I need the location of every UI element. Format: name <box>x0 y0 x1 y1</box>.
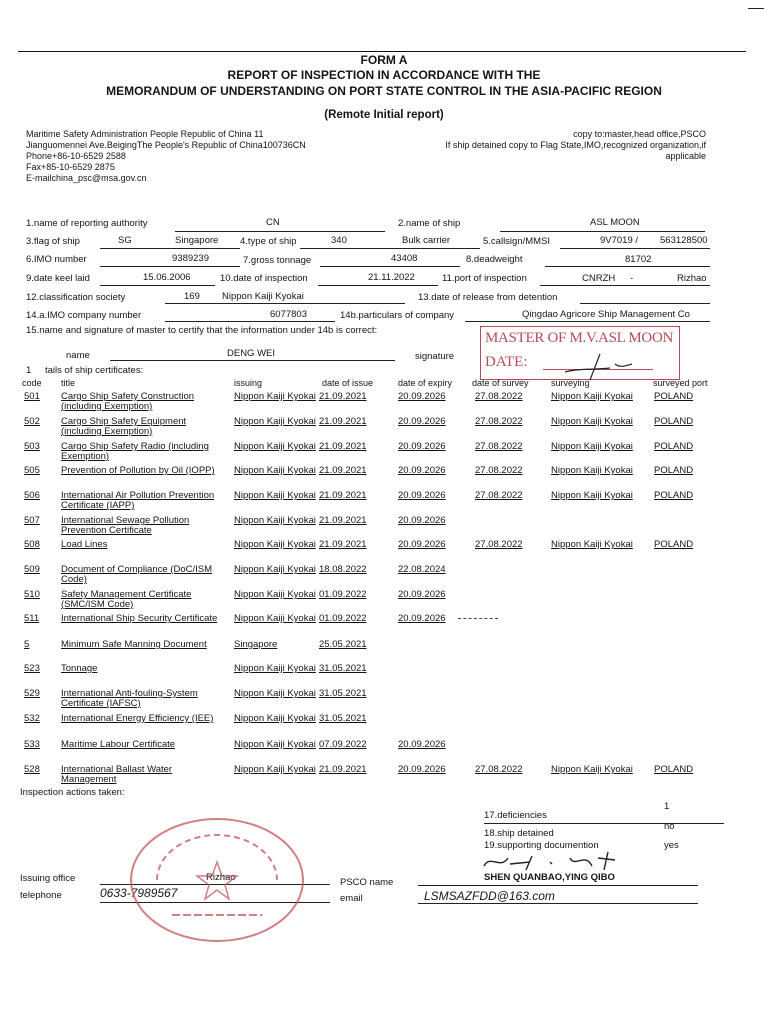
supporting-doc-label: 19.supporting documention <box>484 840 599 851</box>
cert-title: International Ballast Water <box>61 764 173 775</box>
email-value: LSMSAZFDD@163.com <box>424 889 555 903</box>
cert-issuing: Nippon Kaiji Kyokai <box>234 416 316 427</box>
authority-fax: Fax+85-10-6529 2875 <box>26 162 115 172</box>
psco-name-label: PSCO name <box>340 877 394 888</box>
cert-survey-date: 27.08.2022 <box>475 490 523 501</box>
cert-surveying: Nippon Kaiji Kyokai <box>551 441 633 452</box>
imo-number-value: 9389239 <box>172 253 209 264</box>
cert-code: 532 <box>24 713 40 724</box>
cert-title: Cargo Ship Safety Construction <box>61 391 195 402</box>
cert-issue-date: 31.05.2021 <box>319 688 367 699</box>
cert-issue-date: 21.09.2021 <box>319 490 367 501</box>
cert-title: International Sewage Pollution <box>61 515 190 526</box>
cert-survey-date: 27.08.2022 <box>475 391 523 402</box>
deadweight-value: 81702 <box>625 254 652 265</box>
cert-code: 507 <box>24 515 40 526</box>
master-stamp-line2: DATE: <box>485 354 528 370</box>
imo-company-label: 14.a.IMO company number <box>26 310 142 321</box>
cert-title: Maritime Labour Certificate <box>61 739 176 750</box>
cert-expiry-date: 20.09.2026 <box>398 539 446 550</box>
section-number: 1 <box>26 365 32 376</box>
copy-instructions <box>445 129 706 162</box>
header-title: title <box>61 378 76 388</box>
cert-survey-date: 27.08.2022 <box>475 764 523 775</box>
ship-type-code: 340 <box>331 235 347 246</box>
report-title-line2: MEMORANDUM OF UNDERSTANDING ON PORT STATE CONTROL IN THE ASIA-PACIFIC REGION <box>106 84 662 98</box>
authority-phone: Phone+86-10-6529 2588 <box>26 151 126 161</box>
cert-title: International Energy Efficiency (IEE) <box>61 713 214 724</box>
deadweight-label: 8.deadweight <box>466 254 523 265</box>
imo-number-label: 6.IMO number <box>26 254 87 265</box>
master-certify-label: 15.name and signature of master to certify that the information under 14b is correct: <box>26 325 378 336</box>
cert-issuing: Nippon Kaiji Kyokai <box>234 391 316 402</box>
cert-surveyed-port: POLAND <box>654 764 694 775</box>
cert-surveyed-port: POLAND <box>654 391 694 402</box>
cert-title: Load Lines <box>61 539 108 550</box>
cert-title: International Ship Security Certificate <box>61 613 218 624</box>
cert-title-line2: (including Exemption) <box>61 426 153 437</box>
cert-code: 508 <box>24 539 40 550</box>
inspection-date-label: 10.date of inspection <box>220 273 308 284</box>
master-signature-label: signature <box>415 351 455 362</box>
cert-code: 510 <box>24 589 40 600</box>
issuing-office-label: Issuing office <box>20 873 76 884</box>
authority-email: E-mailchina_psc@msa.gov.cn <box>26 173 147 183</box>
inspection-port-value: Rizhao <box>677 273 707 284</box>
copy-line1: copy to:master,head office,PSCO <box>573 129 706 139</box>
copy-line2: If ship detained copy to Flag State,IMO,recognized organization,if <box>445 140 706 150</box>
cert-expiry-date: 20.09.2026 <box>398 391 446 402</box>
report-subtitle: (Remote Initial report) <box>324 109 444 121</box>
cert-code: 511 <box>24 613 40 624</box>
deficiencies-value: 1 <box>664 801 670 812</box>
inspection-actions-label: Inspection actions taken: <box>20 787 125 798</box>
cert-code: 528 <box>24 764 40 775</box>
inspection-port-label: 11.port of inspection <box>442 273 527 284</box>
cert-code: 505 <box>24 465 40 476</box>
inspection-port-dash: - <box>630 273 634 284</box>
cert-title-line2: Exemption) <box>61 451 110 462</box>
cert-expiry-date: 22.08.2024 <box>398 564 446 575</box>
cert-issue-date: 31.05.2021 <box>319 713 367 724</box>
cert-issuing: Nippon Kaiji Kyokai <box>234 713 316 724</box>
cert-title: Tonnage <box>61 663 98 674</box>
psco-signature-scribble <box>480 848 640 874</box>
copy-line3: applicable <box>665 151 706 161</box>
cert-code: 502 <box>24 416 40 427</box>
header-date-of-survey: date of survey <box>472 378 529 388</box>
cert-issuing: Nippon Kaiji Kyokai <box>234 441 316 452</box>
master-stamp-line1: MASTER OF M.V.ASL MOON <box>485 330 674 346</box>
flag-label: 3.flag of ship <box>26 236 80 247</box>
master-name-value: DENG WEI <box>227 348 276 359</box>
cert-issuing: Nippon Kaiji Kyokai <box>234 465 316 476</box>
cert-surveying: Nippon Kaiji Kyokai <box>551 465 633 476</box>
cert-expiry-date: 20.09.2026 <box>398 416 446 427</box>
cert-expiry-date: 20.09.2026 <box>398 441 446 452</box>
cert-issue-date: 01.09.2022 <box>319 613 367 624</box>
keel-laid-value: 15.06.2006 <box>143 272 191 283</box>
header-code: code <box>22 378 42 388</box>
flag-value: Singapore <box>175 235 219 246</box>
cert-expiry-date: 20.09.2026 <box>398 465 446 476</box>
header-issuing: issuing <box>234 378 263 388</box>
ship-type-value: Bulk carrier <box>402 235 451 246</box>
seal-star-icon <box>132 820 302 940</box>
official-seal <box>130 818 304 942</box>
cert-survey-date: 27.08.2022 <box>475 441 523 452</box>
cert-title: Document of Compliance (DoC/ISM <box>61 564 212 575</box>
cert-surveying: Nippon Kaiji Kyokai <box>551 391 633 402</box>
ship-detained-value: no <box>664 821 675 832</box>
ship-name-value: ASL MOON <box>590 217 640 228</box>
cert-issuing: Nippon Kaiji Kyokai <box>234 764 316 775</box>
cert-surveyed-port: POLAND <box>654 465 694 476</box>
cert-title-line2: Certificate (IAPP) <box>61 500 135 511</box>
release-date-label: 13.date of release from detention <box>418 292 558 303</box>
issuing-office-value: Rizhao <box>206 872 236 883</box>
cert-surveying: Nippon Kaiji Kyokai <box>551 764 633 775</box>
cert-code: 509 <box>24 564 40 575</box>
telephone-value: 0633-7989567 <box>100 886 178 900</box>
cert-issue-date: 21.09.2021 <box>319 465 367 476</box>
cert-surveying: Nippon Kaiji Kyokai <box>551 539 633 550</box>
cert-title-line2: Certificate (IAFSC) <box>61 698 141 709</box>
class-society-label: 12.classification society <box>26 292 126 303</box>
cert-issue-date: 07.09.2022 <box>319 739 367 750</box>
cert-title: Minimum Safe Manning Document <box>61 639 207 650</box>
cert-survey-date: 27.08.2022 <box>475 416 523 427</box>
authority-line1: Maritime Safety Administration People Republic of China 11 <box>26 129 264 139</box>
cert-title: International Anti-fouling-System <box>61 688 198 699</box>
supporting-doc-value: yes <box>664 840 679 851</box>
cert-title-line2: (including Exemption) <box>61 401 153 412</box>
cert-title: Prevention of Pollution by Oil (IOPP) <box>61 465 215 476</box>
cert-surveying: Nippon Kaiji Kyokai <box>551 416 633 427</box>
inspection-date-value: 21.11.2022 <box>368 272 415 283</box>
cert-expiry-date: 20.09.2026 <box>398 613 446 624</box>
cert-code: 503 <box>24 441 40 452</box>
imo-company-value: 6077803 <box>270 309 307 320</box>
cert-surveyed-port: POLAND <box>654 490 694 501</box>
cert-issuing: Nippon Kaiji Kyokai <box>234 564 316 575</box>
cert-expiry-date: 20.09.2026 <box>398 490 446 501</box>
cert-title: Safety Management Certificate <box>61 589 192 600</box>
psco-names: SHEN QUANBAO,YING QIBO <box>484 872 615 883</box>
report-title-line1: REPORT OF INSPECTION IN ACCORDANCE WITH THE <box>227 68 541 82</box>
cert-code: 501 <box>24 391 40 402</box>
flag-code: SG <box>118 235 132 246</box>
cert-issuing: Nippon Kaiji Kyokai <box>234 739 316 750</box>
gross-tonnage-value: 43408 <box>391 253 418 264</box>
cert-surveying: Nippon Kaiji Kyokai <box>551 490 633 501</box>
cert-issue-date: 21.09.2021 <box>319 764 367 775</box>
cert-title-line2: Prevention Certificate <box>61 525 152 536</box>
cert-issue-date: 21.09.2021 <box>319 441 367 452</box>
header-date-of-expiry: date of expiry <box>398 378 453 388</box>
cert-expiry-date: 20.09.2026 <box>398 589 446 600</box>
cert-title: Cargo Ship Safety Radio (including <box>61 441 209 452</box>
cert-survey-date: 27.08.2022 <box>475 539 523 550</box>
cert-issue-date: 21.09.2021 <box>319 391 367 402</box>
cert-surveyed-port: POLAND <box>654 539 694 550</box>
cert-code: 529 <box>24 688 40 699</box>
company-particulars-label: 14b.particulars of company <box>340 310 455 321</box>
keel-laid-label: 9.date keel laid <box>26 273 90 284</box>
cert-issue-date: 31.05.2021 <box>319 663 367 674</box>
inspection-port-code: CNRZH <box>582 273 616 284</box>
cert-issue-date: 01.09.2022 <box>319 589 367 600</box>
reporting-authority-label: 1.name of reporting authority <box>26 218 148 229</box>
cert-code: 533 <box>24 739 40 750</box>
mmsi-value: 563128500 <box>660 235 708 246</box>
cert-issue-date: 25.05.2021 <box>319 639 367 650</box>
class-society-value: Nippon Kaiji Kyokai <box>222 291 304 302</box>
reporting-authority-value: CN <box>266 217 280 228</box>
cert-issuing: Nippon Kaiji Kyokai <box>234 613 316 624</box>
cert-expiry-date: 20.09.2026 <box>398 515 446 526</box>
cert-title-line2: Code) <box>61 574 87 585</box>
cert-issuing: Singapore <box>234 639 278 650</box>
authority-address <box>26 129 306 184</box>
telephone-label: telephone <box>20 890 62 901</box>
cert-title-line2: (SMC/ISM Code) <box>61 599 134 610</box>
gross-tonnage-label: 7.gross tonnage <box>243 255 312 266</box>
cert-title: Cargo Ship Safety Equipment <box>61 416 187 427</box>
cert-issuing: Nippon Kaiji Kyokai <box>234 515 316 526</box>
cert-issue-date: 21.09.2021 <box>319 416 367 427</box>
cert-code: 523 <box>24 663 40 674</box>
email-label: email <box>340 893 363 904</box>
cert-issuing: Nippon Kaiji Kyokai <box>234 589 316 600</box>
ship-type-label: 4.type of ship <box>240 236 297 247</box>
header-surveyed-port: surveyed port <box>653 378 708 388</box>
deficiencies-label: 17.deficiencies <box>484 810 547 821</box>
cert-issue-date: 18.08.2022 <box>319 564 367 575</box>
ship-detained-label: 18.ship detained <box>484 828 554 839</box>
master-name-label: name <box>66 350 90 361</box>
cert-issue-date: 21.09.2021 <box>319 539 367 550</box>
callsign-label: 5.callsign/MMSI <box>483 236 551 247</box>
cert-title: International Air Pollution Prevention <box>61 490 215 501</box>
cert-expiry-date: 20.09.2026 <box>398 764 446 775</box>
cert-survey-date: 27.08.2022 <box>475 465 523 476</box>
cert-code: 506 <box>24 490 40 501</box>
cert-issuing: Nippon Kaiji Kyokai <box>234 688 316 699</box>
class-society-code: 169 <box>184 291 200 302</box>
callsign-value: 9V7019 / <box>600 235 639 246</box>
cert-issuing: Nippon Kaiji Kyokai <box>234 663 316 674</box>
company-particulars-value: Qingdao Agricore Ship Management Co <box>522 309 690 320</box>
cert-surveyed-port: POLAND <box>654 441 694 452</box>
section-certificates-label: tails of ship certificates: <box>45 365 144 376</box>
ship-name-label: 2.name of ship <box>398 218 461 229</box>
form-label: FORM A <box>360 53 408 67</box>
cert-title-line2: Management <box>61 774 117 785</box>
header-surveying: surveying <box>551 378 590 388</box>
authority-line2: Jianguomennei Ave.BeigingThe People's Republic of China100736CN <box>26 140 306 150</box>
cert-issuing: Nippon Kaiji Kyokai <box>234 539 316 550</box>
cert-issue-date: 21.09.2021 <box>319 515 367 526</box>
cert-issuing: Nippon Kaiji Kyokai <box>234 490 316 501</box>
header-date-of-issue: date of issue <box>322 378 374 388</box>
cert-surveyed-port: POLAND <box>654 416 694 427</box>
cert-expiry-date: 20.09.2026 <box>398 739 446 750</box>
cert-code: 5 <box>24 639 30 650</box>
